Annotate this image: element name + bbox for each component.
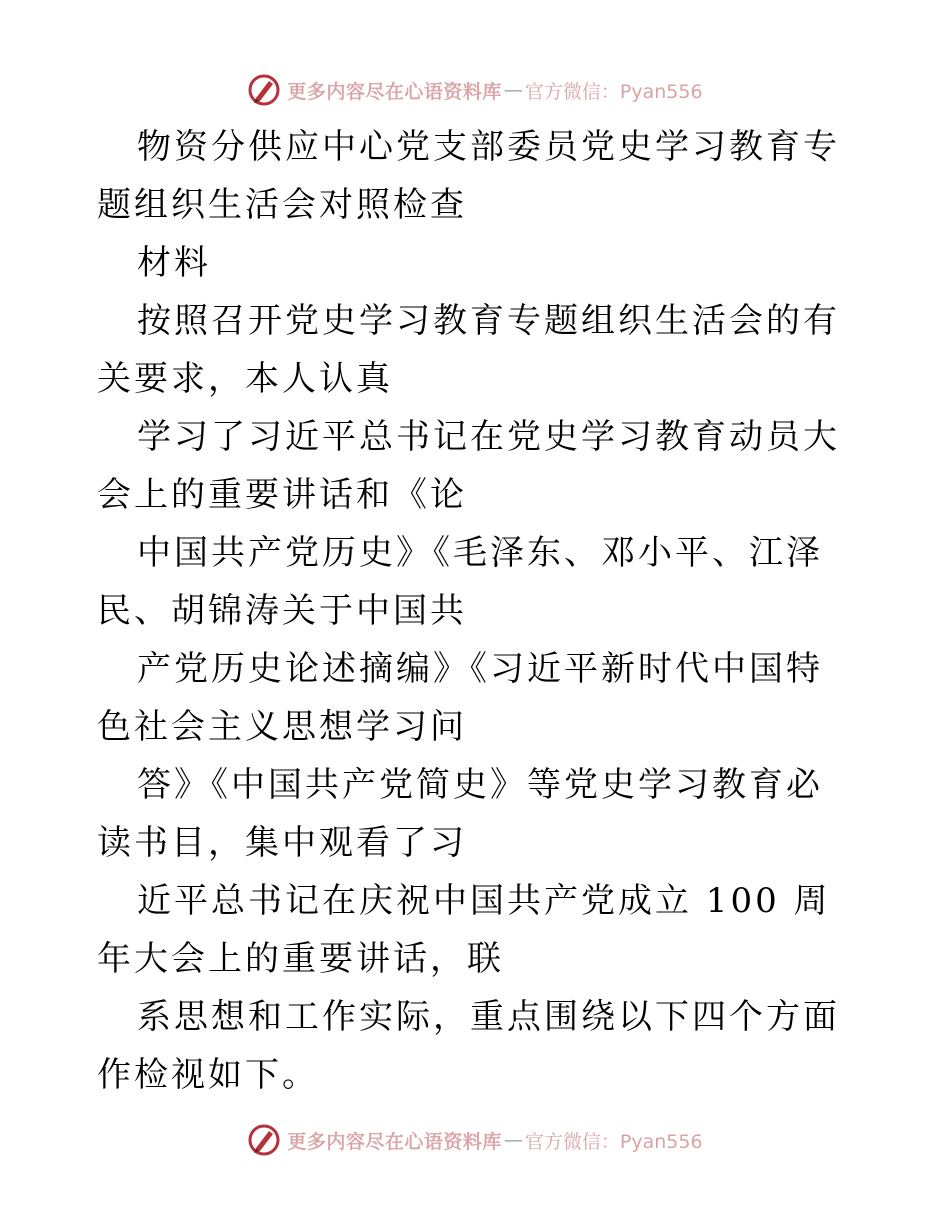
paragraph: 近平总书记在庆祝中国共产党成立 100 周年大会上的重要讲话，联 xyxy=(97,881,831,979)
paragraph-title: 物资分供应中心党支部委员党史学习教育专题组织生活会对照检查 xyxy=(97,127,840,225)
paragraph: 系思想和工作实际，重点围绕以下四个方面作检视如下。 xyxy=(97,997,840,1095)
watermark-dash: — xyxy=(503,1129,523,1151)
paragraph: 答》《中国共产党简史》等党史学习教育必读书目，集中观看了习 xyxy=(97,765,823,863)
paragraph: 中国共产党历史》《毛泽东、邓小平、江泽民、胡锦涛关于中国共 xyxy=(97,533,823,631)
document-body xyxy=(97,118,857,1104)
paragraph-title-cont: 材料 xyxy=(137,243,211,283)
pen-seal-icon xyxy=(247,73,281,107)
watermark-text: 更多内容尽在心语资料库 xyxy=(287,80,502,103)
watermark-contact: 官方微信：Pyan556 xyxy=(524,1130,703,1153)
watermark-text: 更多内容尽在心语资料库 xyxy=(287,1130,502,1153)
footer-watermark xyxy=(0,1120,950,1160)
header-watermark xyxy=(0,70,950,110)
watermark-dash: — xyxy=(503,79,523,101)
paragraph: 按照召开党史学习教育专题组织生活会的有关要求，本人认真 xyxy=(97,301,840,399)
paragraph: 学习了习近平总书记在党史学习教育动员大会上的重要讲话和《论 xyxy=(97,417,840,515)
paragraph: 产党历史论述摘编》《习近平新时代中国特色社会主义思想学习问 xyxy=(97,649,823,747)
watermark-contact: 官方微信：Pyan556 xyxy=(524,80,703,103)
pen-seal-icon xyxy=(247,1123,281,1157)
